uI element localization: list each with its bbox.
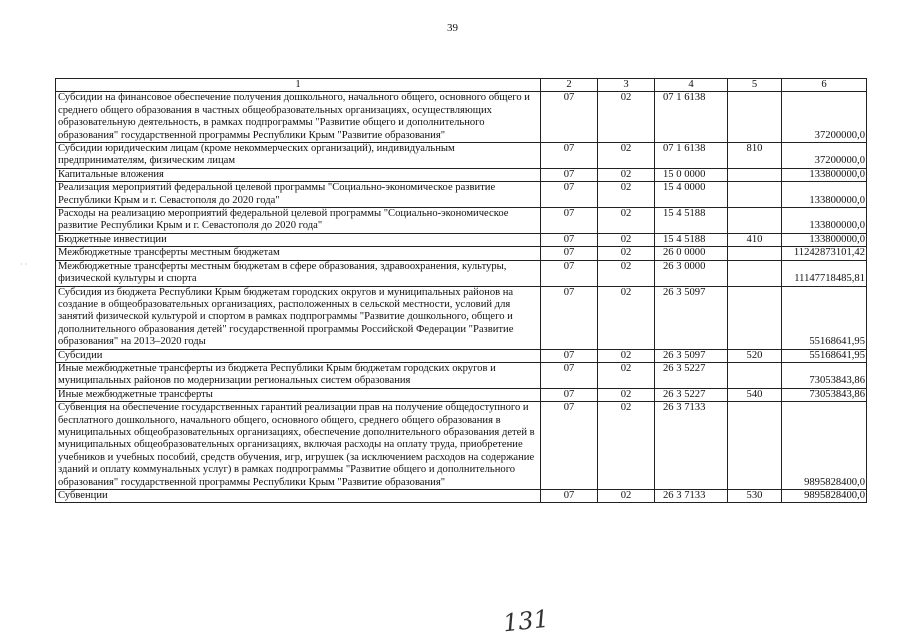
row-name: Бюджетные инвестиции	[56, 233, 541, 246]
budget-table	[55, 78, 867, 503]
row-name: Субвенции	[56, 490, 541, 503]
row-subsection-code: 02	[598, 92, 655, 143]
row-amount: 133800000,0	[782, 233, 867, 246]
row-subsection-code: 02	[598, 286, 655, 349]
column-header-1: 1	[56, 79, 541, 92]
row-name: Субсидии юридическим лицам (кроме некоммерческих организаций), индивидуальным предпринимателям, физическим лицам	[56, 143, 541, 169]
row-section-code: 07	[541, 349, 598, 362]
row-target-article-code: 26 3 5227	[655, 388, 728, 401]
row-subsection-code: 02	[598, 247, 655, 260]
row-section-code: 07	[541, 233, 598, 246]
row-expense-type-code	[728, 92, 782, 143]
column-header-3: 3	[598, 79, 655, 92]
row-amount: 55168641,95	[782, 286, 867, 349]
row-expense-type-code	[728, 168, 782, 181]
row-section-code: 07	[541, 247, 598, 260]
row-subsection-code: 02	[598, 349, 655, 362]
row-target-article-code: 07 1 6138	[655, 92, 728, 143]
row-target-article-code: 07 1 6138	[655, 143, 728, 169]
row-name: Расходы на реализацию мероприятий федеральной целевой программы "Социально-экономическое развитие Республики Крым и г. Севастополя до 2020 года"	[56, 208, 541, 234]
row-expense-type-code	[728, 208, 782, 234]
row-subsection-code: 02	[598, 490, 655, 503]
handwritten-page-mark: 131	[501, 604, 551, 638]
row-section-code: 07	[541, 143, 598, 169]
row-name: Межбюджетные трансферты местным бюджетам	[56, 247, 541, 260]
row-subsection-code: 02	[598, 168, 655, 181]
row-section-code: 07	[541, 490, 598, 503]
row-expense-type-code	[728, 260, 782, 286]
row-expense-type-code	[728, 247, 782, 260]
row-name: Капитальные вложения	[56, 168, 541, 181]
row-expense-type-code: 810	[728, 143, 782, 169]
row-name: Реализация мероприятий федеральной целевой программы "Социально-экономическое развитие Республики Крым и г. Севастополя до 2020 года"	[56, 182, 541, 208]
row-expense-type-code	[728, 362, 782, 388]
row-amount: 11147718485,81	[782, 260, 867, 286]
row-subsection-code: 02	[598, 233, 655, 246]
row-subsection-code: 02	[598, 260, 655, 286]
column-header-2: 2	[541, 79, 598, 92]
row-expense-type-code	[728, 402, 782, 490]
row-target-article-code: 26 3 0000	[655, 260, 728, 286]
row-section-code: 07	[541, 260, 598, 286]
row-name: Субсидии на финансовое обеспечение получения дошкольного, начального общего, основного общего и среднего общего образования в частных общеобразовательных организациях, осуществляющих образовательную деятельность, в рамках подпрограммы "Развитие общего и дополнительного образования" государственной программы Республики Крым "Развитие образования"	[56, 92, 541, 143]
row-target-article-code: 15 4 0000	[655, 182, 728, 208]
row-amount: 11242873101,42	[782, 247, 867, 260]
row-section-code: 07	[541, 388, 598, 401]
row-amount: 55168641,95	[782, 349, 867, 362]
row-amount: 37200000,0	[782, 92, 867, 143]
row-target-article-code: 26 3 5097	[655, 286, 728, 349]
row-section-code: 07	[541, 402, 598, 490]
row-amount: 133800000,0	[782, 168, 867, 181]
row-section-code: 07	[541, 168, 598, 181]
table-row	[56, 260, 867, 286]
table-row	[56, 182, 867, 208]
row-subsection-code: 02	[598, 208, 655, 234]
column-header-4: 4	[655, 79, 728, 92]
row-target-article-code: 15 4 5188	[655, 208, 728, 234]
row-subsection-code: 02	[598, 402, 655, 490]
row-amount: 73053843,86	[782, 362, 867, 388]
row-name: Субсидии	[56, 349, 541, 362]
row-subsection-code: 02	[598, 362, 655, 388]
row-name: Иные межбюджетные трансферты	[56, 388, 541, 401]
row-expense-type-code: 530	[728, 490, 782, 503]
row-subsection-code: 02	[598, 182, 655, 208]
table-row	[56, 168, 867, 181]
row-target-article-code: 15 4 5188	[655, 233, 728, 246]
row-target-article-code: 26 3 7133	[655, 402, 728, 490]
row-target-article-code: 26 3 7133	[655, 490, 728, 503]
table-row	[56, 388, 867, 401]
table-body	[56, 92, 867, 503]
column-number-row	[56, 79, 867, 92]
table-row	[56, 402, 867, 490]
row-amount: 9895828400,0	[782, 490, 867, 503]
row-section-code: 07	[541, 92, 598, 143]
row-amount: 133800000,0	[782, 182, 867, 208]
row-amount: 73053843,86	[782, 388, 867, 401]
row-expense-type-code: 540	[728, 388, 782, 401]
row-name: Субвенция на обеспечение государственных гарантий реализации прав на получение общедоступного и бесплатного дошкольного, начального общего, основного общего, среднего общего образования в муниципальных общеобразовательных организациях, обеспечение дополнительного образования детей в муниципальных общеобразовательных организациях, включая расходы на оплату труда, приобретение учебников и учебных пособий, средств обучения, игр, игрушек (за исключением расходов на содержание зданий и оплату коммунальных услуг) в рамках подпрограммы "Развитие общего и дополнительного образования" государственной программы Республики Крым "Развитие образования"	[56, 402, 541, 490]
row-name: Межбюджетные трансферты местным бюджетам в сфере образования, здравоохранения, культуры, физической культуры и спорта	[56, 260, 541, 286]
page-number: 39	[447, 22, 458, 34]
row-amount: 37200000,0	[782, 143, 867, 169]
row-expense-type-code: 520	[728, 349, 782, 362]
table-row	[56, 208, 867, 234]
row-expense-type-code	[728, 182, 782, 208]
row-amount: 9895828400,0	[782, 402, 867, 490]
column-header-6: 6	[782, 79, 867, 92]
row-subsection-code: 02	[598, 143, 655, 169]
column-header-5: 5	[728, 79, 782, 92]
row-expense-type-code	[728, 286, 782, 349]
row-name: Субсидия из бюджета Республики Крым бюджетам городских округов и муниципальных районов на создание в общеобразовательных организациях, расположенных в сельской местности, условий для занятий физической культурой и спортом в рамках подпрограммы "Развитие дошкольного, общего и дополнительного образования детей" государственной программы Российской Федерации "Развитие образования" на 2013–2020 годы	[56, 286, 541, 349]
row-expense-type-code: 410	[728, 233, 782, 246]
table-row	[56, 490, 867, 503]
row-target-article-code: 26 3 5227	[655, 362, 728, 388]
table-row	[56, 362, 867, 388]
row-subsection-code: 02	[598, 388, 655, 401]
row-target-article-code: 26 3 5097	[655, 349, 728, 362]
row-target-article-code: 26 0 0000	[655, 247, 728, 260]
row-amount: 133800000,0	[782, 208, 867, 234]
row-section-code: 07	[541, 362, 598, 388]
row-section-code: 07	[541, 208, 598, 234]
table-row	[56, 143, 867, 169]
scan-margin-specks: · ·	[20, 260, 28, 269]
table-row	[56, 92, 867, 143]
row-name: Иные межбюджетные трансферты из бюджета Республики Крым бюджетам городских округов и муниципальных районов по модернизации региональных систем образования	[56, 362, 541, 388]
row-target-article-code: 15 0 0000	[655, 168, 728, 181]
table-row	[56, 247, 867, 260]
row-section-code: 07	[541, 286, 598, 349]
table-row	[56, 286, 867, 349]
table-row	[56, 233, 867, 246]
table-row	[56, 349, 867, 362]
row-section-code: 07	[541, 182, 598, 208]
